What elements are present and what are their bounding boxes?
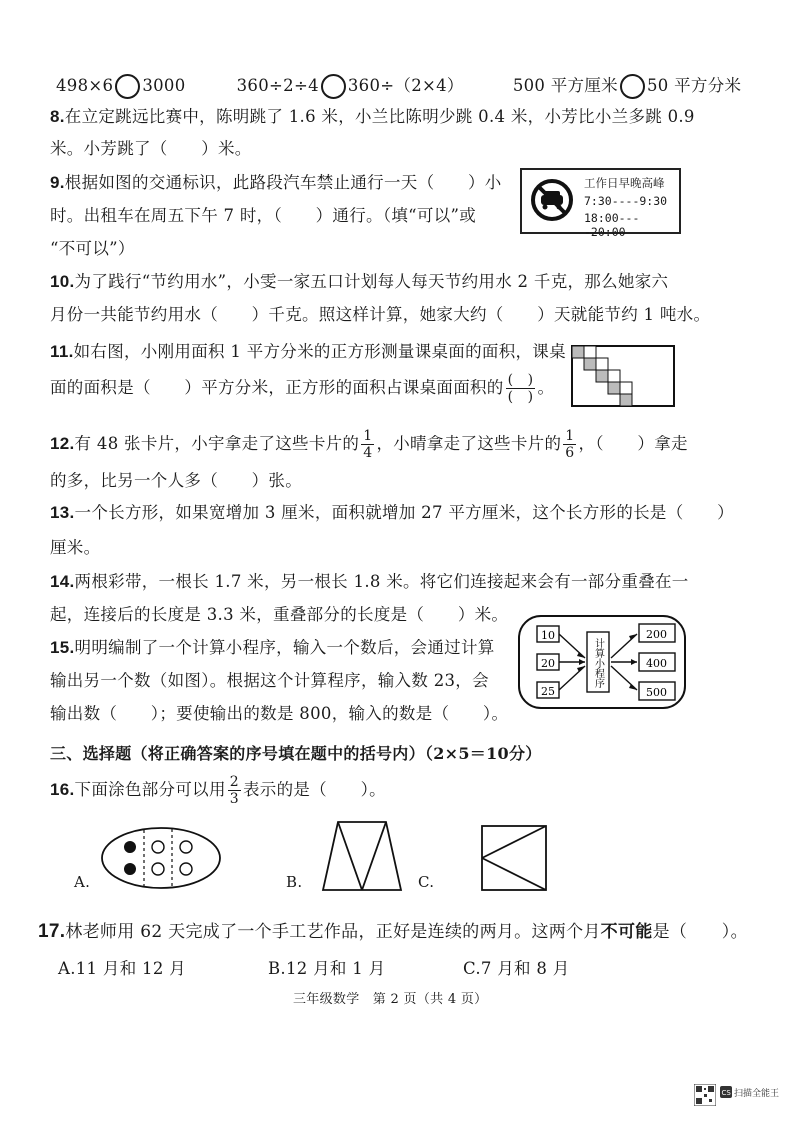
- q13-line1: [50, 499, 734, 523]
- q12-f1-bottom: 4: [363, 445, 373, 461]
- compare-c-left: 500 平方厘米: [512, 76, 618, 95]
- no-car-icon: [530, 178, 574, 222]
- q11-line1: [50, 338, 566, 362]
- q16-number: 16.: [50, 780, 75, 799]
- q17-option-c[interactable]: C.7 月和 8 月: [463, 959, 570, 978]
- q16-fraction: [228, 774, 241, 807]
- q10-line1: [50, 268, 668, 292]
- sign-time2: 18:00----20:00: [584, 211, 640, 239]
- q12-post: ，（ ）拿走: [578, 434, 688, 453]
- q16-option-b[interactable]: B.: [286, 873, 303, 891]
- compare-circle-b[interactable]: [321, 74, 346, 99]
- compare-a-left: 498×6: [56, 76, 114, 95]
- q16-f-bottom: 3: [229, 791, 239, 807]
- q11-frac-bottom: ( ): [507, 389, 534, 405]
- q17-line1: [38, 917, 748, 943]
- q12-f2-bottom: 6: [565, 445, 575, 461]
- q16-f-top: 2: [229, 774, 239, 790]
- q9-line3: “不可以”）: [50, 239, 135, 258]
- compare-b-left: 360÷2÷4: [236, 76, 319, 95]
- q11-frac-top: ( ): [507, 372, 534, 388]
- program-input-3: 25: [541, 685, 555, 698]
- q13-text1: 一个长方形，如果宽增加 3 厘米，面积就增加 27 平方厘米，这个长方形的长是（ ）: [74, 503, 734, 522]
- program-output-2: 400: [646, 657, 667, 670]
- q8-number: 8.: [50, 107, 65, 126]
- cs-logo-icon: [720, 1086, 732, 1098]
- q16-option-c[interactable]: C.: [418, 873, 435, 891]
- section3-title: 三、选择题（将正确答案的序号填在题中的括号内）（2×5＝10分）: [50, 744, 542, 763]
- q13-line2: 厘米。: [50, 538, 101, 557]
- q16-option-a[interactable]: A.: [74, 873, 91, 891]
- sign-time1: 7:30----9:30: [584, 194, 668, 208]
- scanner-watermark: [694, 1082, 784, 1110]
- qr-code-icon: [694, 1084, 716, 1106]
- desk-figure: [571, 345, 675, 407]
- q11-end: 。: [537, 378, 555, 397]
- q11-text2: 面的面积是（ ）平方分米，正方形的面积占课桌面面积的: [50, 378, 504, 397]
- program-box-label: 计算小程序: [592, 638, 604, 688]
- q9-line1: [50, 169, 502, 193]
- sign-title: 工作日早晚高峰: [584, 176, 665, 190]
- q8-text1: 在立定跳远比赛中，陈明跳了 1.6 米，小兰比陈明少跳 0.4 米，小芳比小兰多跳 0.9: [64, 107, 695, 126]
- compare-circle-c[interactable]: [620, 74, 645, 99]
- q14-line1: [50, 568, 689, 592]
- q17-post: 是（ ）。: [652, 922, 748, 942]
- q17-option-b[interactable]: B.12 月和 1 月: [268, 959, 386, 978]
- q15-line1: [50, 634, 495, 658]
- q16-figure-a[interactable]: [100, 826, 222, 890]
- program-input-1: 10: [541, 629, 555, 642]
- q11-line2: [50, 372, 554, 405]
- compare-row: [56, 72, 741, 99]
- q13-number: 13.: [50, 503, 75, 522]
- scanner-name: 扫描全能王: [734, 1089, 780, 1099]
- q10-line2: 月份一共能节约用水（ ）千克。照这样计算，她家大约（ ）天就能节约 1 吨水。: [50, 305, 711, 324]
- q12-number: 12.: [50, 434, 75, 453]
- q11-number: 11.: [50, 342, 74, 361]
- q16-figure-b[interactable]: [321, 820, 403, 892]
- q8-line1: [50, 103, 695, 127]
- q9-text1: 根据如图的交通标识，此路段汽车禁止通行一天（ ）小: [64, 173, 502, 192]
- q15-text1: 明明编制了一个计算小程序，输入一个数后，会通过计算: [74, 638, 495, 657]
- page-footer: 三年级数学 第 2 页（共 4 页）: [293, 992, 488, 1007]
- q12-pre: 有 48 张卡片，小宇拿走了这些卡片的: [74, 434, 360, 453]
- program-input-2: 20: [541, 657, 555, 670]
- compare-a-right: 3000: [142, 76, 186, 95]
- q15-line3: 输出数（ ）；要使输出的数是 800，输入的数是（ ）。: [50, 704, 509, 723]
- q12-f1-top: 1: [363, 428, 373, 444]
- q11-text1: 如右图，小刚用面积 1 平方分米的正方形测量课桌面的面积，课桌: [73, 342, 566, 361]
- q14-number: 14.: [50, 572, 75, 591]
- q11-fraction: [506, 372, 536, 405]
- q17-number: 17.: [38, 921, 66, 942]
- q17-pre: 林老师用 62 天完成了一个手工艺作品，正好是连续的两月。这两个月: [65, 922, 601, 942]
- q12-f2-top: 1: [565, 428, 575, 444]
- q14-line2: 起，连接后的长度是 3.3 米，重叠部分的长度是（ ）米。: [50, 605, 509, 624]
- compare-b-right: 360÷（2×4）: [347, 76, 464, 95]
- program-output-3: 500: [646, 686, 667, 699]
- q12-mid: ，小晴拿走了这些卡片的: [376, 434, 562, 453]
- compare-circle-a[interactable]: [115, 74, 140, 99]
- svg-text:CS: CS: [721, 1089, 731, 1097]
- q17-emphasis: 不可能: [600, 922, 653, 942]
- q12-line1: [50, 428, 688, 461]
- q17-option-a[interactable]: A.11 月和 12 月: [58, 959, 186, 978]
- compare-c-right: 50 平方分米: [646, 76, 742, 95]
- q12-fraction-2: [563, 428, 576, 461]
- q15-number: 15.: [50, 638, 75, 657]
- q16-pre: 下面涂色部分可以用: [74, 780, 226, 799]
- program-output-1: 200: [646, 628, 667, 641]
- q16-figure-c[interactable]: [480, 824, 548, 892]
- q8-line2: 米。小芳跳了（ ）米。: [50, 139, 252, 158]
- q10-number: 10.: [50, 272, 75, 291]
- traffic-sign: [520, 168, 681, 239]
- q16-post: 表示的是（ ）。: [242, 780, 386, 799]
- q14-text1: 两根彩带，一根长 1.7 米，另一根长 1.8 米。将它们连接起来会有一部分重叠在一: [74, 572, 689, 591]
- q12-fraction-1: [361, 428, 374, 461]
- q10-text1: 为了践行“节约用水”，小雯一家五口计划每人每天节约用水 2 千克，那么她家六: [74, 272, 669, 291]
- q9-number: 9.: [50, 173, 65, 192]
- q15-line2: 输出另一个数（如图）。根据这个计算程序，输入数 23，会: [50, 671, 489, 690]
- calc-program-diagram: [517, 614, 687, 710]
- q16-line1: [50, 774, 386, 807]
- q12-line2: 的多，比另一个人多（ ）张。: [50, 471, 302, 490]
- q9-line2: 时。出租车在周五下午 7 时，（ ）通行。（填“可以”或: [50, 206, 477, 225]
